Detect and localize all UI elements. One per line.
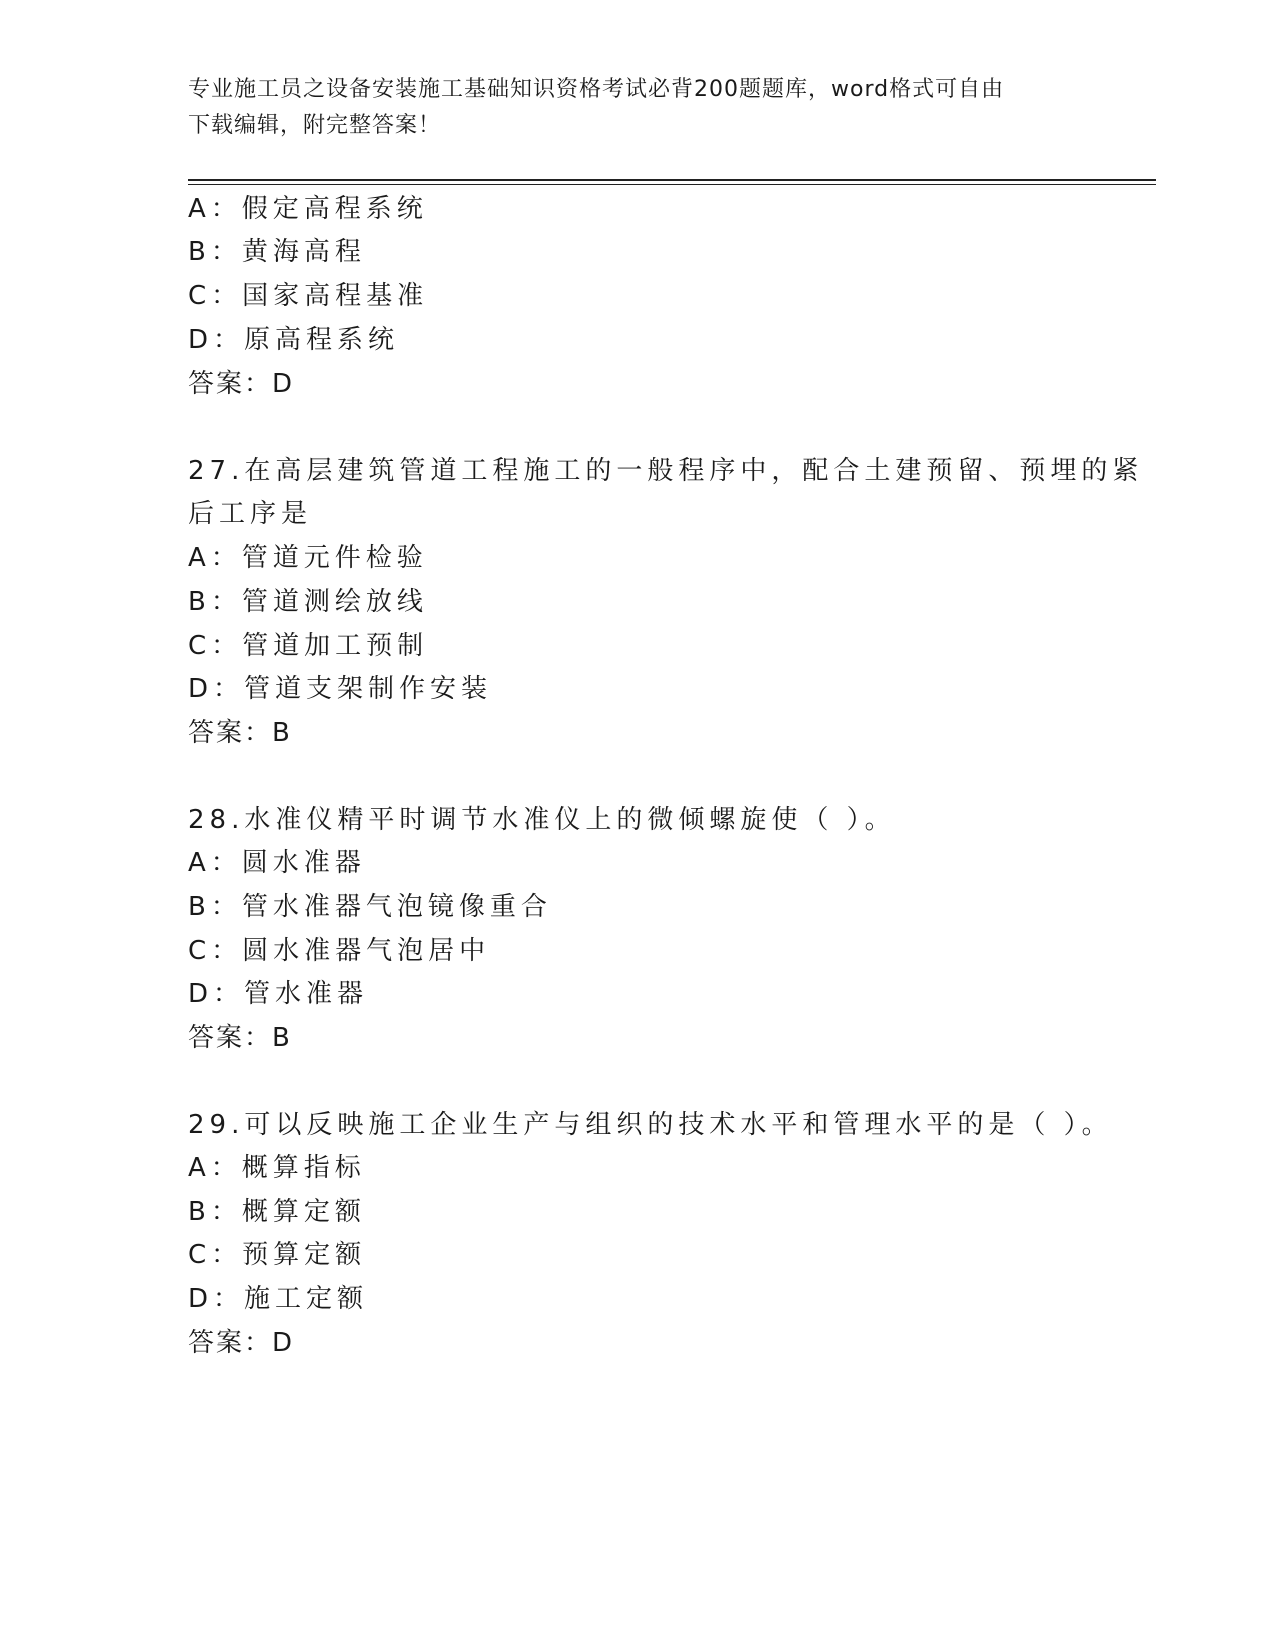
q27-question-line-2: 后工序是 <box>188 499 313 529</box>
q26-option-c: C：国家高程基准 <box>188 281 429 311</box>
q28-option-a: A：圆水准器 <box>188 848 366 878</box>
q27-answer: 答案：B <box>188 718 292 748</box>
q28-option-b: B：管水准器气泡镜像重合 <box>188 892 552 922</box>
q29-option-c: C：预算定额 <box>188 1240 367 1270</box>
q26-option-b: B：黄海高程 <box>188 237 366 267</box>
q27-question-line-1: 27.在高层建筑管道工程施工的一般程序中，配合土建预留、预埋的紧 <box>188 456 1144 486</box>
q29-option-b: B：概算定额 <box>188 1197 366 1227</box>
header-divider-thick <box>188 179 1156 181</box>
q28-question: 28.水准仪精平时调节水准仪上的微倾螺旋使（ ）。 <box>188 805 896 835</box>
q26-option-d: D：原高程系统 <box>188 325 400 355</box>
header-divider-thin <box>188 184 1156 185</box>
q26-answer: 答案：D <box>188 369 295 399</box>
q29-option-a: A：概算指标 <box>188 1153 366 1183</box>
header-title-line-2: 下载编辑，附完整答案！ <box>188 113 442 138</box>
q29-option-d: D：施工定额 <box>188 1284 369 1314</box>
q27-option-c: C：管道加工预制 <box>188 631 429 661</box>
document-header <box>188 72 1088 144</box>
header-title-line-1: 专业施工员之设备安装施工基础知识资格考试必背200题题库，word格式可自由 <box>188 77 1005 102</box>
q27-option-b: B：管道测绘放线 <box>188 587 428 617</box>
q29-answer: 答案：D <box>188 1328 295 1358</box>
q27-option-a: A：管道元件检验 <box>188 543 428 573</box>
q29-question: 29.可以反映施工企业生产与组织的技术水平和管理水平的是（ ）。 <box>188 1110 1113 1140</box>
q26-option-a: A：假定高程系统 <box>188 194 428 224</box>
q28-answer: 答案：B <box>188 1023 292 1053</box>
q28-option-d: D：管水准器 <box>188 979 369 1009</box>
q27-option-d: D：管道支架制作安装 <box>188 674 493 704</box>
q28-option-c: C：圆水准器气泡居中 <box>188 936 491 966</box>
